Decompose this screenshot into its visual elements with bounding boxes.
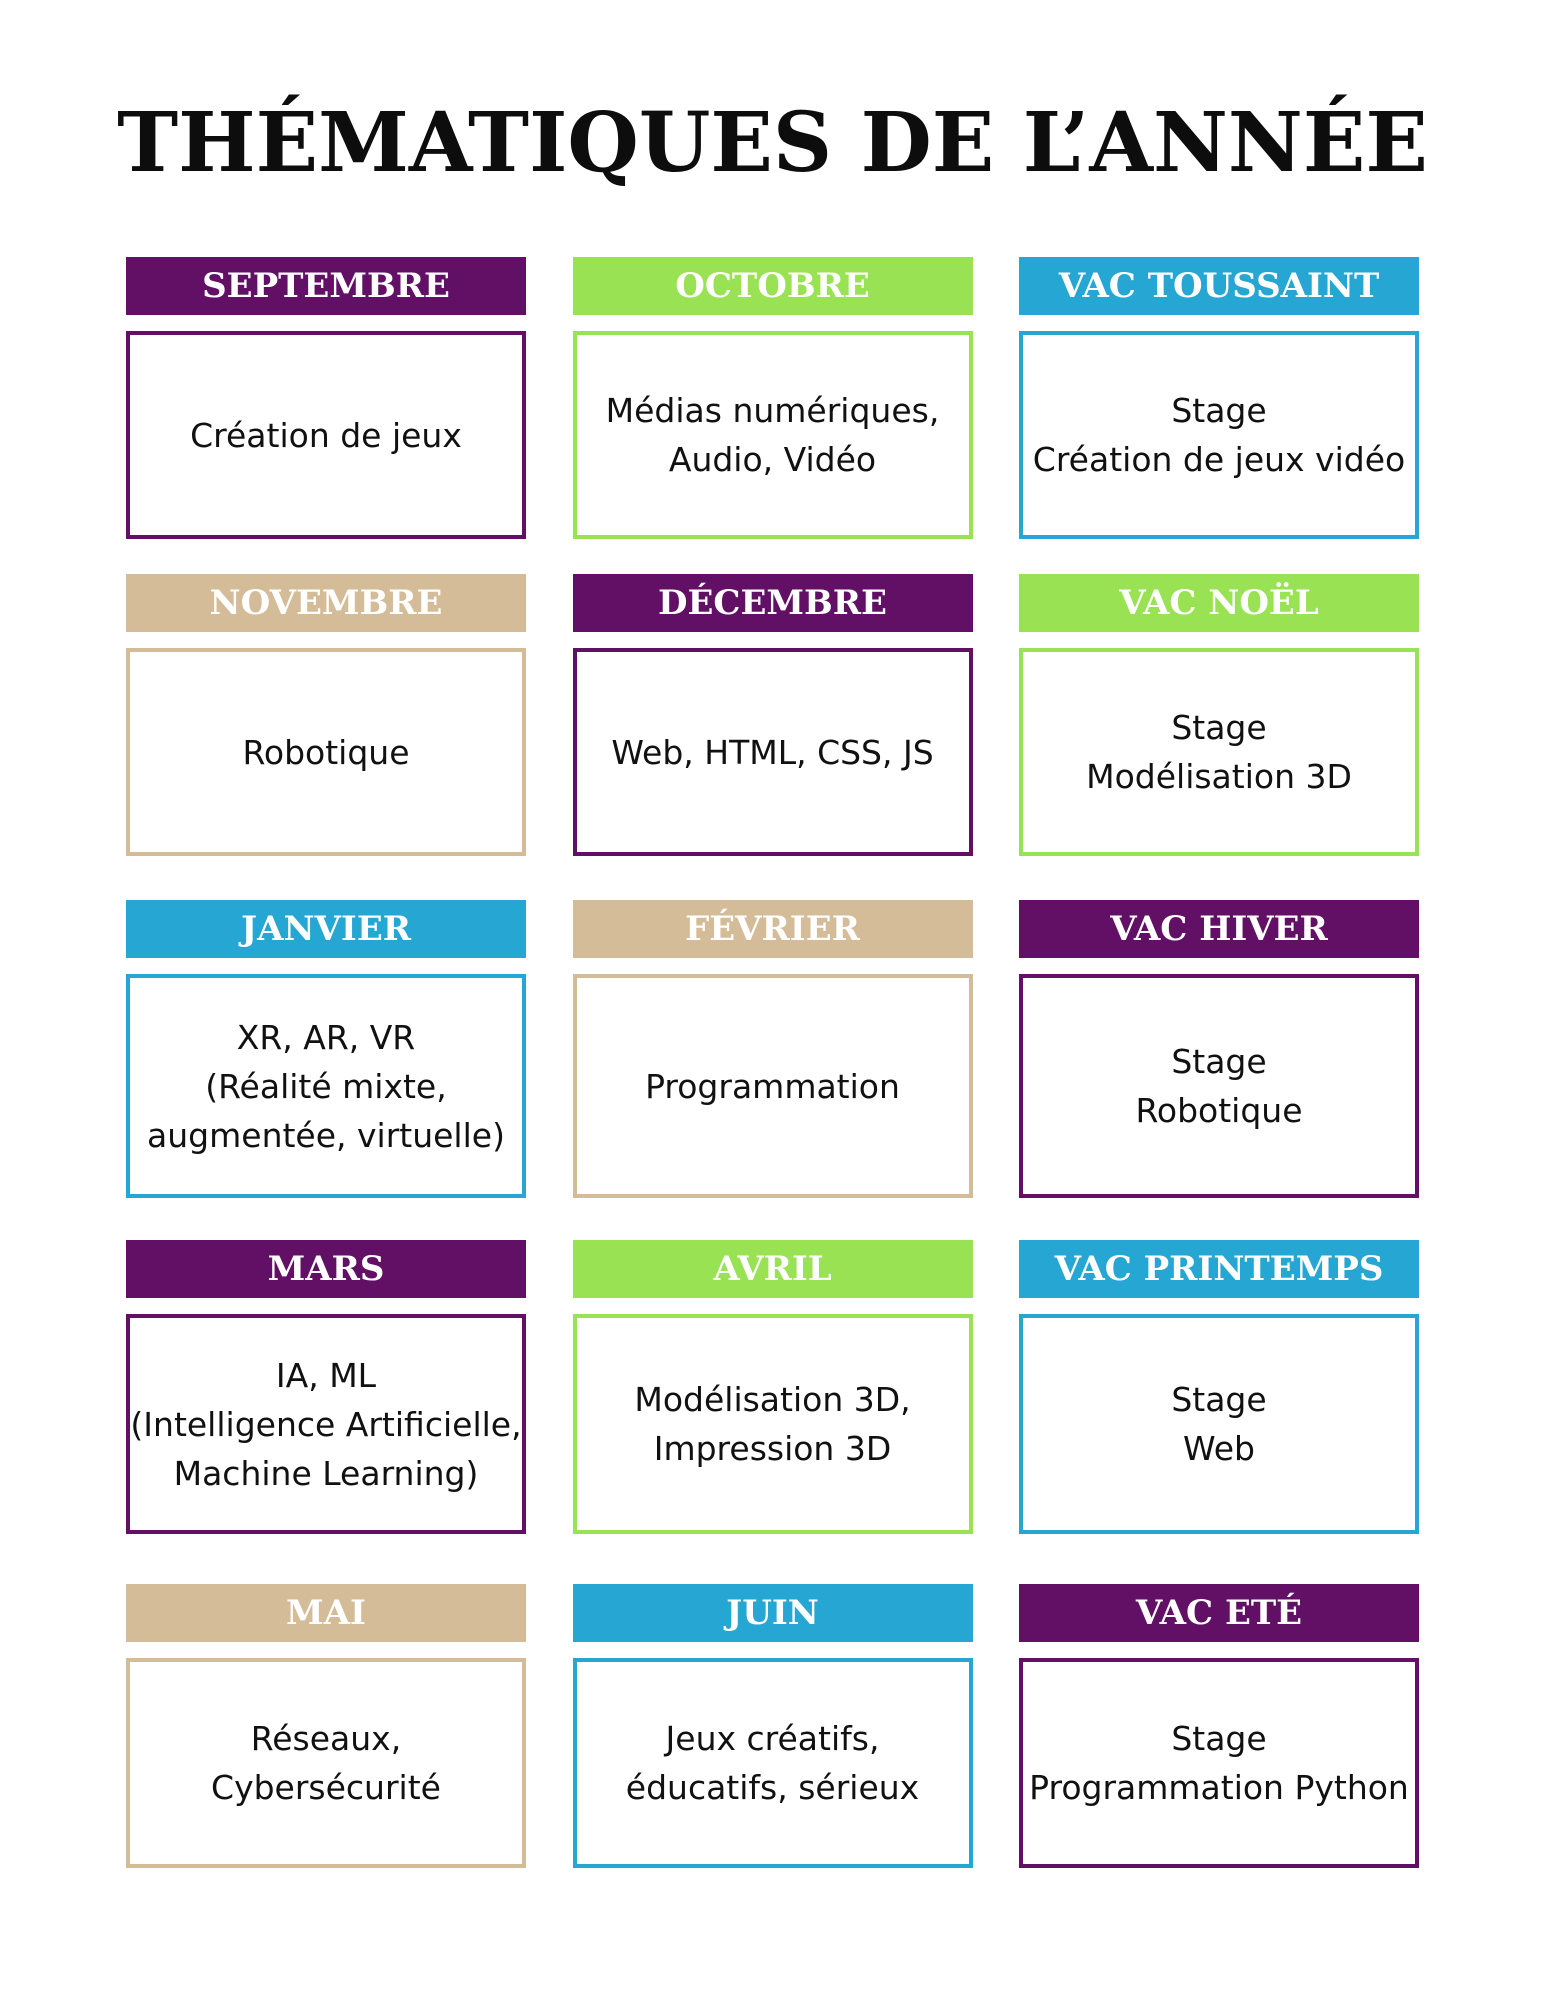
month-card-janvier: [126, 900, 526, 1198]
theme-text: (Réalité mixte,: [205, 1066, 447, 1106]
theme-box: [126, 331, 526, 539]
themes-grid: [126, 257, 1419, 1868]
month-card-mars: [126, 1240, 526, 1534]
month-card-vac-printemps: [1019, 1240, 1419, 1534]
theme-text: Création de jeux vidéo: [1032, 440, 1406, 479]
theme-text: Robotique: [1135, 1091, 1303, 1130]
theme-text: Web: [1183, 1429, 1255, 1468]
theme-text: Robotique: [242, 732, 410, 772]
grid-row: [126, 257, 1419, 539]
month-card-mai: [126, 1584, 526, 1868]
theme-box: [1019, 1658, 1419, 1868]
theme-text: Cybersécurité: [211, 1768, 441, 1807]
month-card-octobre: [573, 257, 973, 539]
grid-row: [126, 900, 1419, 1198]
theme-box: [573, 974, 973, 1198]
theme-text: Modélisation 3D,: [634, 1380, 911, 1419]
month-card-avril: [573, 1240, 973, 1534]
theme-text: Stage: [1171, 391, 1267, 430]
theme-box: [1019, 974, 1419, 1198]
month-header: OCTOBRE: [573, 257, 973, 315]
theme-text: Machine Learning): [173, 1453, 479, 1493]
theme-text: XR, AR, VR: [236, 1017, 416, 1057]
month-card-fevrier: [573, 900, 973, 1198]
theme-text: Impression 3D: [653, 1429, 892, 1468]
month-card-septembre: [126, 257, 526, 539]
month-card-vac-noel: [1019, 574, 1419, 856]
month-header: MARS: [126, 1240, 526, 1298]
month-header: FÉVRIER: [573, 900, 973, 958]
month-header: VAC TOUSSAINT: [1019, 257, 1419, 315]
theme-box: [1019, 648, 1419, 856]
month-header: VAC PRINTEMPS: [1019, 1240, 1419, 1298]
theme-box: [1019, 1314, 1419, 1534]
theme-text: Modélisation 3D: [1086, 757, 1352, 796]
month-card-decembre: [573, 574, 973, 856]
month-card-novembre: [126, 574, 526, 856]
month-header: VAC HIVER: [1019, 900, 1419, 958]
month-card-vac-ete: [1019, 1584, 1419, 1868]
theme-text: éducatifs, sérieux: [625, 1768, 920, 1807]
month-header: SEPTEMBRE: [126, 257, 526, 315]
theme-text: Création de jeux: [190, 415, 462, 455]
theme-box: [573, 331, 973, 539]
theme-text: augmentée, virtuelle): [147, 1115, 505, 1155]
theme-box: [126, 1314, 526, 1534]
theme-box: [573, 1314, 973, 1534]
month-header: VAC ETÉ: [1019, 1584, 1419, 1642]
theme-text: Web, HTML, CSS, JS: [611, 732, 934, 772]
theme-text: Stage: [1171, 1719, 1267, 1758]
month-header: DÉCEMBRE: [573, 574, 973, 632]
theme-box: [1019, 331, 1419, 539]
theme-text: Réseaux,: [250, 1719, 402, 1758]
month-header: VAC NOËL: [1019, 574, 1419, 632]
theme-box: [126, 648, 526, 856]
theme-text: Jeux créatifs,: [665, 1719, 880, 1758]
page-title: THÉMATIQUES DE L’ANNÉE: [117, 95, 1428, 191]
theme-text: Audio, Vidéo: [668, 440, 877, 479]
theme-text: Stage: [1171, 1380, 1267, 1419]
month-card-vac-toussaint: [1019, 257, 1419, 539]
theme-box: [126, 974, 526, 1198]
month-card-juin: [573, 1584, 973, 1868]
theme-text: Programmation: [645, 1066, 900, 1106]
theme-text: Programmation Python: [1029, 1768, 1409, 1807]
month-header: NOVEMBRE: [126, 574, 526, 632]
month-header: MAI: [126, 1584, 526, 1642]
theme-box: [573, 648, 973, 856]
month-card-vac-hiver: [1019, 900, 1419, 1198]
theme-text: Stage: [1171, 708, 1267, 747]
month-header: AVRIL: [573, 1240, 973, 1298]
theme-text: Médias numériques,: [605, 391, 940, 430]
theme-box: [573, 1658, 973, 1868]
theme-text: (Intelligence Artificielle,: [130, 1404, 522, 1444]
month-header: JUIN: [573, 1584, 973, 1642]
month-header: JANVIER: [126, 900, 526, 958]
theme-box: [126, 1658, 526, 1868]
grid-row: [126, 1584, 1419, 1868]
theme-text: Stage: [1171, 1042, 1267, 1081]
theme-text: IA, ML: [275, 1355, 377, 1395]
grid-row: [126, 574, 1419, 856]
grid-row: [126, 1240, 1419, 1534]
